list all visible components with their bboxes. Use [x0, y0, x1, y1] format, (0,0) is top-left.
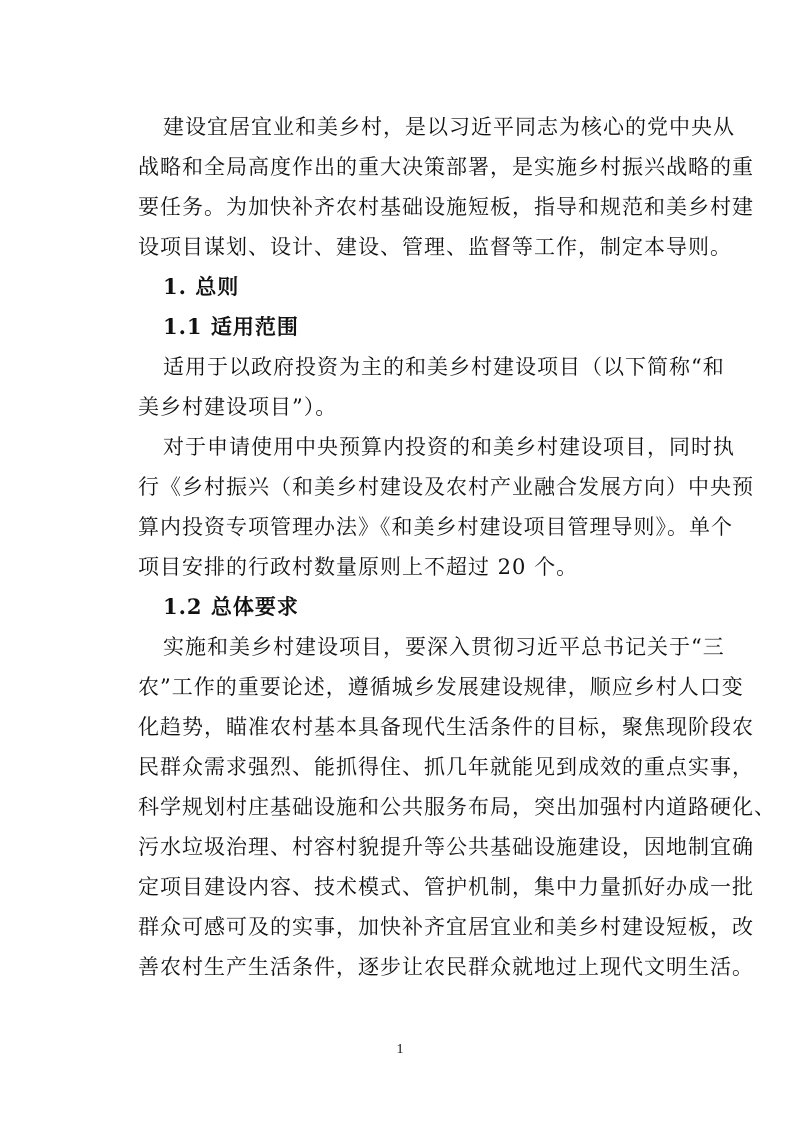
s12-p1-line-6: 污水垃圾治理、村容村貌提升等公共基础设施建设，因地制宜确 [138, 835, 754, 859]
section-1-heading: 1. 总则 [163, 274, 240, 299]
s12-p1-line-8: 群众可感可及的实事，加快补齐宜居宜业和美乡村建设短板，改 [138, 915, 754, 939]
s12-p1-line-3: 化趋势，瞄准农村基本具备现代生活条件的目标，聚焦现阶段农 [138, 715, 754, 739]
s11-p1-line-1: 适用于以政府投资为主的和美乡村建设项目（以下简称“和 [163, 355, 725, 379]
s12-p1-line-1: 实施和美乡村建设项目，要深入贯彻习近平总书记关于“三 [163, 635, 725, 659]
section-1-2-heading: 1.2 总体要求 [163, 594, 299, 619]
s12-p1-line-4: 民群众需求强烈、能抓得住、抓几年就能见到成效的重点实事， [138, 755, 754, 779]
s12-p1-line-7: 定项目建设内容、技术模式、管护机制，集中力量抓好办成一批 [138, 875, 754, 899]
section-1-1-heading: 1.1 适用范围 [163, 314, 299, 339]
s11-p2-line-3: 算内投资专项管理办法》《和美乡村建设项目管理导则》。单个 [138, 515, 733, 539]
s12-p1-line-9: 善农村生产生活条件，逐步让农民群众就地过上现代文明生活。 [138, 955, 754, 979]
intro-line-1: 建设宜居宜业和美乡村，是以习近平同志为核心的党中央从 [163, 115, 735, 139]
intro-line-2: 战略和全局高度作出的重大决策部署，是实施乡村振兴战略的重 [138, 155, 754, 179]
page-number: 1 [396, 1042, 404, 1057]
s11-p2-line-2: 行《乡村振兴（和美乡村建设及农村产业融合发展方向）中央预 [138, 475, 754, 499]
s12-p1-line-5: 科学规划村庄基础设施和公共服务布局，突出加强村内道路硬化、 [138, 795, 776, 819]
s11-p1-line-2: 美乡村建设项目”）。 [138, 395, 338, 419]
s12-p1-line-2: 农”工作的重要论述，遵循城乡发展建设规律，顺应乡村人口变 [138, 675, 744, 699]
s11-p2-line-4: 项目安排的行政村数量原则上不超过 20 个。 [138, 555, 579, 579]
intro-line-3: 要任务。为加快补齐农村基础设施短板，指导和规范和美乡村建 [138, 195, 754, 219]
s11-p2-line-1: 对于申请使用中央预算内投资的和美乡村建设项目，同时执 [163, 435, 735, 459]
intro-line-4: 设项目谋划、设计、建设、管理、监督等工作，制定本导则。 [138, 235, 732, 259]
